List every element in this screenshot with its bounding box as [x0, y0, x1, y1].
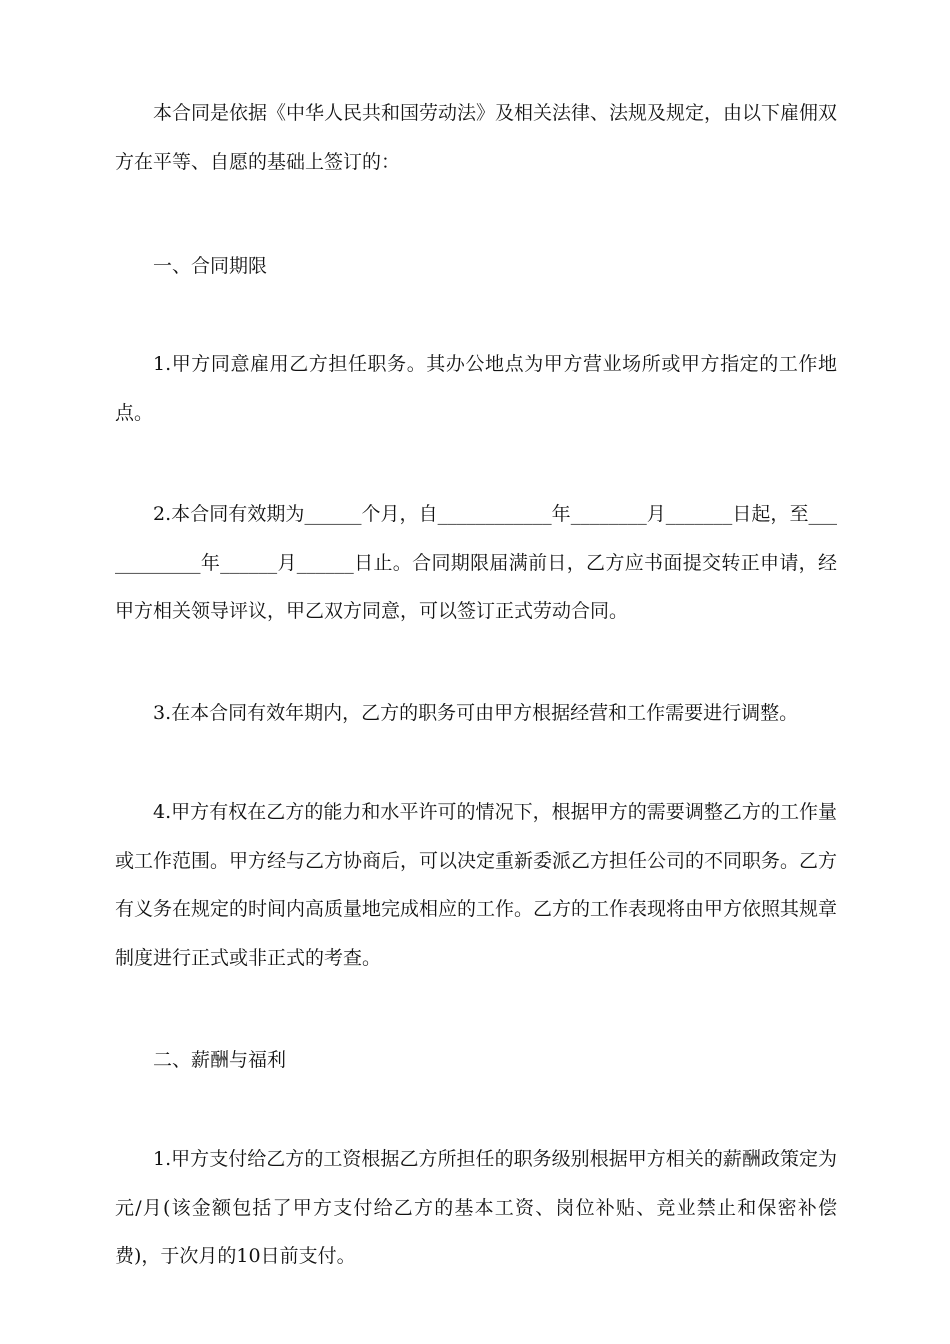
section-heading-contract-term: 一、合同期限 — [153, 255, 268, 277]
clause-1-1: 1.甲方同意雇用乙方担任职务。其办公地点为甲方营业场所或甲方指定的工作地点。 — [115, 353, 837, 424]
clause-2-1: 1.甲方支付给乙方的工资根据乙方所担任的职务级别根据甲方相关的薪酬政策定为元/月(该金额包括了甲方支付给乙方的基本工资、岗位补贴、竞业禁止和保密补偿费)，于次月的10日前支付。 — [115, 1148, 837, 1267]
section-heading-salary-benefits: 二、薪酬与福利 — [153, 1049, 287, 1071]
intro-paragraph: 本合同是依据《中华人民共和国劳动法》及相关法律、法规及规定，由以下雇佣双方在平等、自愿的基础上签订的： — [115, 102, 838, 173]
clause-1-3: 3.在本合同有效年期内，乙方的职务可由甲方根据经营和工作需要进行调整。 — [153, 702, 799, 724]
clause-1-2: 2.本合同有效期为______个月，自____________年________月_______日起，至____________年______月______日止。合同期限届满前日，乙方应书面提交转正申请，经甲方相关领导评议，甲乙双方同意，可以签订正式劳动合同。 — [115, 503, 837, 622]
clause-1-4: 4.甲方有权在乙方的能力和水平许可的情况下，根据甲方的需要调整乙方的工作量或工作范围。甲方经与乙方协商后，可以决定重新委派乙方担任公司的不同职务。乙方有义务在规定的时间内高质量地完成相应的工作。乙方的工作表现将由甲方依照其规章制度进行正式或非正式的考查。 — [115, 801, 838, 969]
